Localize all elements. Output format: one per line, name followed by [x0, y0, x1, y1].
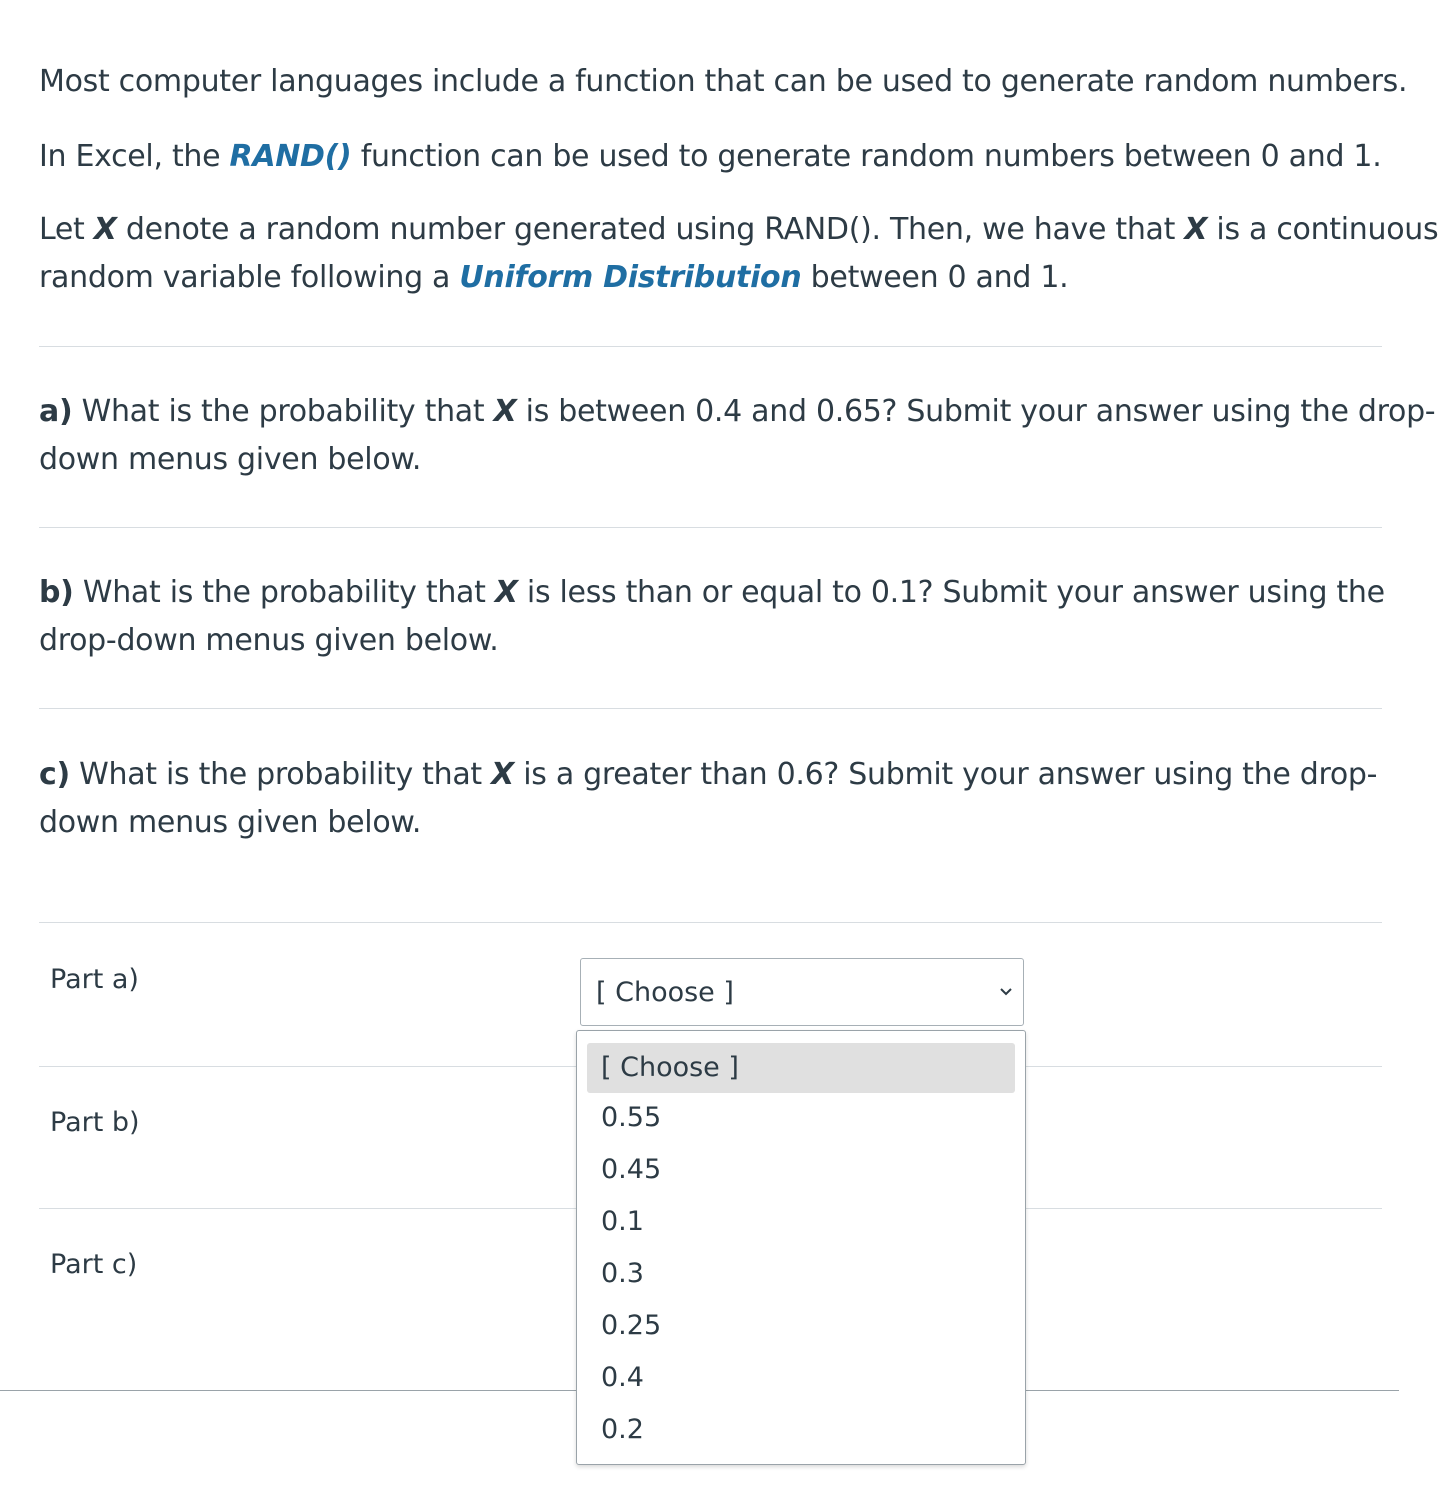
intro-line-1: [39, 58, 1407, 106]
question-c-line-2-text: down menus given below.: [39, 805, 422, 840]
intro-line-3-pre: Let: [39, 212, 94, 247]
part-b-label: Part b): [50, 1107, 140, 1138]
question-c-pre: What is the probability that: [69, 757, 492, 792]
question-a-label: a): [39, 394, 73, 429]
dropdown-option[interactable]: 0.45: [601, 1154, 662, 1185]
intro-line-3-post: is a continuous: [1207, 212, 1438, 247]
dropdown-option[interactable]: 0.25: [601, 1310, 662, 1341]
dropdown-option[interactable]: 0.2: [601, 1414, 644, 1445]
question-c-post: is a greater than 0.6? Submit your answer using the drop-: [513, 757, 1378, 792]
question-c: [39, 751, 1377, 799]
divider: [39, 527, 1382, 528]
intro-line-1-text: Most computer languages include a function that can be used to generate random numbers.: [39, 64, 1408, 99]
intro-line-4: [39, 254, 1068, 302]
part-c-label: Part c): [50, 1249, 138, 1280]
intro-line-2-post: function can be used to generate random numbers between 0 and 1.: [351, 139, 1382, 174]
question-a: [39, 388, 1435, 436]
rand-function-link[interactable]: RAND(): [229, 139, 352, 174]
variable-x: X: [494, 575, 518, 610]
part-a-dropdown-list[interactable]: [576, 1030, 1026, 1465]
part-a-select[interactable]: [580, 958, 1024, 1026]
part-a-label: Part a): [50, 964, 139, 995]
question-a-pre: What is the probability that: [72, 394, 494, 429]
question-a-line-2-text: down menus given below.: [39, 442, 422, 477]
intro-line-4-pre: random variable following a: [39, 260, 460, 295]
dropdown-option[interactable]: 0.4: [601, 1362, 644, 1393]
answer-table-top-border: [39, 922, 1382, 923]
question-c-line-2: [39, 799, 421, 847]
question-b: [39, 569, 1385, 617]
question-c-label: c): [39, 757, 70, 792]
uniform-distribution-link[interactable]: Uniform Distribution: [459, 260, 802, 295]
question-b-line-2: [39, 617, 499, 665]
question-b-label: b): [39, 575, 74, 610]
intro-line-4-post: between 0 and 1.: [801, 260, 1069, 295]
question-b-pre: What is the probability that: [73, 575, 495, 610]
dropdown-option[interactable]: 0.3: [601, 1258, 644, 1289]
part-a-selected-value: [ Choose ]: [596, 977, 734, 1008]
divider: [39, 346, 1382, 347]
intro-line-3: [39, 206, 1438, 254]
chevron-down-icon: [999, 987, 1013, 997]
dropdown-option[interactable]: [ Choose ]: [587, 1043, 1015, 1093]
dropdown-option[interactable]: 0.55: [601, 1102, 662, 1133]
intro-line-2: [39, 133, 1381, 181]
variable-x: X: [93, 212, 117, 247]
divider: [39, 708, 1382, 709]
variable-x: X: [493, 394, 517, 429]
variable-x: X: [491, 757, 514, 792]
intro-line-3-mid: denote a random number generated using RAND(). Then, we have that: [116, 212, 1185, 247]
question-b-line-2-text: drop-down menus given below.: [39, 623, 499, 658]
variable-x: X: [1184, 212, 1208, 247]
intro-line-2-pre: In Excel, the: [39, 139, 230, 174]
question-b-post: is less than or equal to 0.1? Submit your answer using the: [517, 575, 1385, 610]
question-a-line-2: [39, 436, 421, 484]
dropdown-option[interactable]: 0.1: [601, 1206, 644, 1237]
question-a-post: is between 0.4 and 0.65? Submit your answer using the drop-: [516, 394, 1436, 429]
